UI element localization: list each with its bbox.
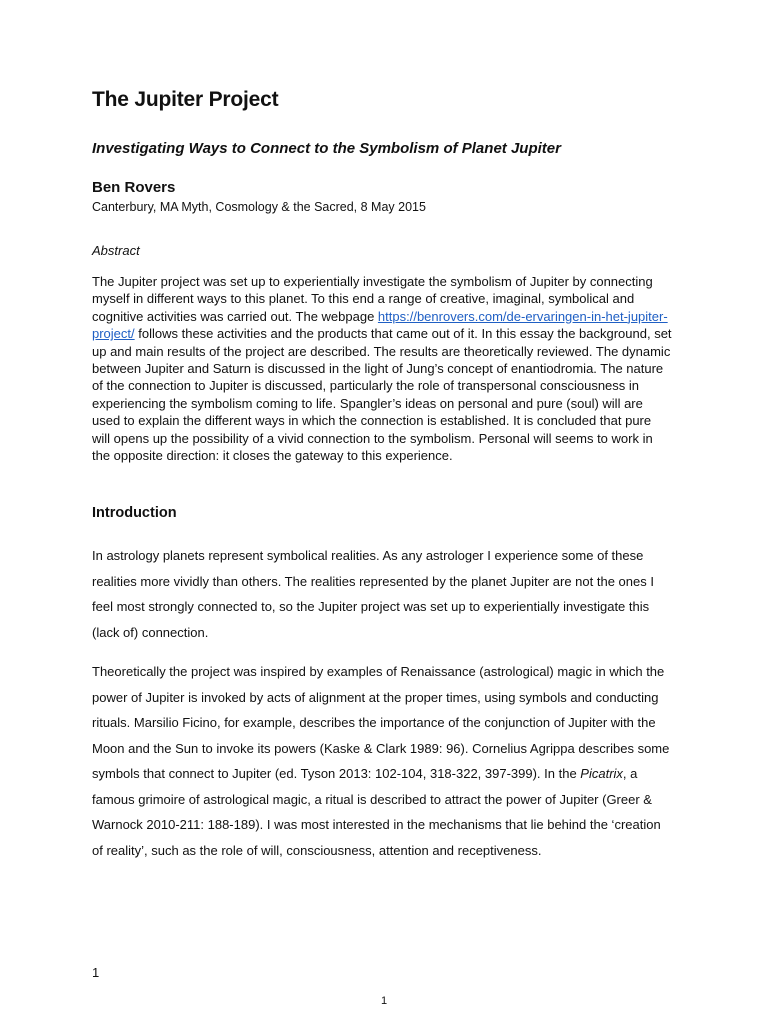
introduction-paragraph-1: In astrology planets represent symbolical realities. As any astrologer I experience some of these realities more vividly than others. The realities represented by the planet Jupiter are not the ones I feel most strongly connected to, so the Jupiter project was set up to experientially investigate this (lack of) connection. (92, 548, 654, 640)
subtitle: Investigating Ways to Connect to the Symbolism of Planet Jupiter (92, 140, 561, 157)
abstract-heading: Abstract (92, 243, 140, 258)
webpage-link[interactable]: https://benrovers.com/de-ervaringen-in-het-jupiter-project/ (92, 308, 668, 342)
introduction-paragraph-2 (92, 659, 672, 863)
author-affiliation: Canterbury, MA Myth, Cosmology & the Sacred, 8 May 2015 (92, 200, 426, 214)
abstract-text-end: follows these activities and the products that came out of it. In this essay the background, set up and main results of the project are described. The results are theoretically reviewed. The dynamic between Jupiter and Saturn is discussed in the light of Jung’s concept of enantiodromia. The nature of the connection to Jupiter is discussed, particularly the role of transpersonal consciousness in experiencing the symbolism coming to life. Spangler’s ideas on personal and pure (soul) will are used to explain the different ways in which the connection is established. It is concluded that pure will opens up the possibility of a vivid connection to the symbolism. Personal will seems to work in the opposite direction: it closes the gateway to this experience. (92, 326, 672, 464)
introduction-heading: Introduction (92, 505, 177, 522)
page-content (92, 86, 672, 863)
picatrix-title: Picatrix (580, 766, 623, 782)
introduction-paragraph-2-end: , a famous grimoire of astrological magic, a ritual is described to attract the power of Jupiter (Greer & Warnock 2010-211: 188-189). I was most interested in the mechanisms that lie behind the ‘creation of reality’, such as the role of will, consciousness, attention and receptiveness. (92, 766, 661, 858)
abstract-text-start: The Jupiter project was set up to experientially investigate the symbolism of Jupiter by connecting myself in different ways to this planet. To this end a range of creative, imaginal, symbolical and cognitive activities was carried out. The webpage (92, 274, 653, 324)
page-number-left: 1 (92, 965, 100, 980)
page-number-center: 1 (380, 995, 388, 1007)
page-title: The Jupiter Project (92, 88, 279, 111)
introduction-paragraph-2-start: Theoretically the project was inspired by examples of Renaissance (astrological) magic in which the power of Jupiter is invoked by acts of alignment at the proper times, using symbols and conducting rituals. Marsilio Ficino, for example, describes the importance of the conjunction of Jupiter with the Moon and the Sun to invoke its powers (Kaske & Clark 1989: 96). Cornelius Agrippa describes some symbols that connect to Jupiter (ed. Tyson 2013: 102-104, 318-322, 397-399). In the (92, 664, 670, 782)
author-name: Ben Rovers (92, 179, 176, 196)
abstract-text (92, 273, 672, 464)
